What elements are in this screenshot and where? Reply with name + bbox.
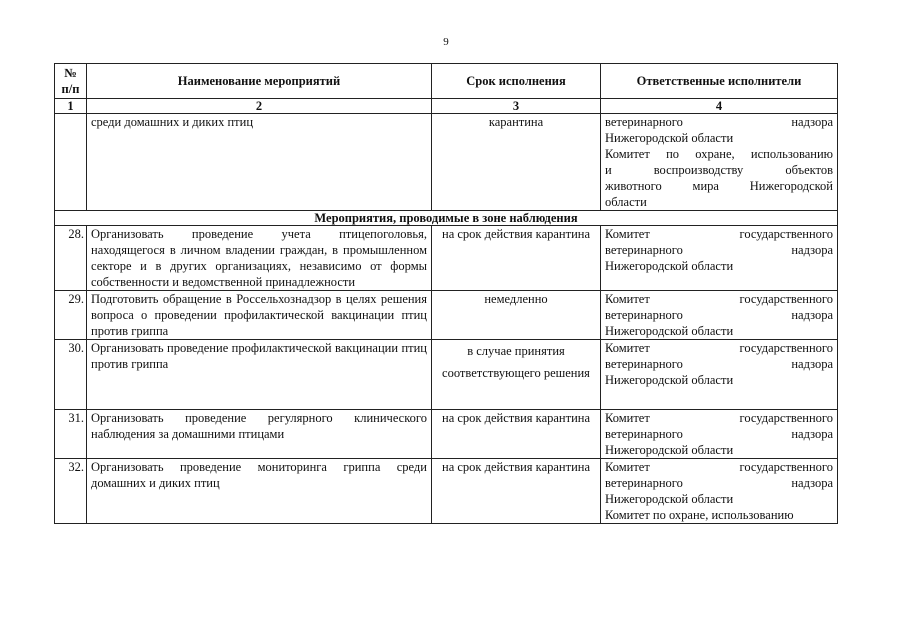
- measure-deadline: карантина: [432, 114, 601, 211]
- measures-table: [54, 63, 838, 524]
- responsible-line: животного мира Нижегородской: [605, 179, 833, 193]
- responsible-line: ветеринарного надзора: [605, 427, 833, 441]
- column-number: 2: [87, 99, 432, 114]
- responsible-line: Комитет государственного: [605, 341, 833, 355]
- measure-deadline: в случае принятия соответствующего решения: [432, 340, 601, 410]
- responsible-line: Комитет по охране, использованию: [605, 508, 794, 522]
- measure-deadline: на срок действия карантина: [432, 410, 601, 459]
- responsible-line: Комитет государственного: [605, 411, 833, 425]
- measure-responsible: [601, 459, 838, 524]
- header-responsible: Ответственные исполнители: [601, 64, 838, 99]
- responsible-line: Комитет государственного: [605, 292, 833, 306]
- responsible-line: Нижегородской области: [605, 259, 734, 273]
- responsible-line: ветеринарного надзора: [605, 115, 833, 129]
- row-number: 30.: [55, 340, 87, 410]
- measure-deadline: на срок действия карантина: [432, 459, 601, 524]
- responsible-line: Комитет государственного: [605, 227, 833, 241]
- measure-responsible: [601, 291, 838, 340]
- column-number: 3: [432, 99, 601, 114]
- responsible-line: ветеринарного надзора: [605, 357, 833, 371]
- responsible-line: области: [605, 195, 647, 209]
- table-header-row: [55, 64, 838, 99]
- measure-deadline: немедленно: [432, 291, 601, 340]
- section-title: Мероприятия, проводимые в зоне наблюдения: [55, 211, 838, 226]
- responsible-line: и воспроизводству объектов: [605, 163, 833, 177]
- table-row: [55, 226, 838, 291]
- responsible-line: Нижегородской области: [605, 373, 734, 387]
- measure-deadline: на срок действия карантина: [432, 226, 601, 291]
- table-row-continuation: [55, 114, 838, 211]
- table-row: [55, 291, 838, 340]
- responsible-line: Нижегородской области: [605, 324, 734, 338]
- page-number: 9: [443, 36, 449, 48]
- measure-responsible: [601, 410, 838, 459]
- responsible-line: ветеринарного надзора: [605, 308, 833, 322]
- header-deadline: Срок исполнения: [432, 64, 601, 99]
- row-number: 31.: [55, 410, 87, 459]
- section-row: [55, 211, 838, 226]
- table-row: [55, 340, 838, 410]
- measure-name: среди домашних и диких птиц: [87, 114, 432, 211]
- measure-responsible: [601, 114, 838, 211]
- measure-responsible: [601, 340, 838, 410]
- row-number: 32.: [55, 459, 87, 524]
- measure-name: Организовать проведение регулярного клинического наблюдения за домашними птицами: [87, 410, 432, 459]
- responsible-line: Комитет государственного: [605, 460, 833, 474]
- row-number: 28.: [55, 226, 87, 291]
- responsible-line: ветеринарного надзора: [605, 243, 833, 257]
- header-name: Наименование мероприятий: [87, 64, 432, 99]
- measure-name: Организовать проведение профилактической вакцинации птиц против гриппа: [87, 340, 432, 410]
- measure-name: Подготовить обращение в Россельхознадзор в целях решения вопроса о проведении профилактической вакцинации птиц против гриппа: [87, 291, 432, 340]
- responsible-line: Комитет по охране, использованию: [605, 147, 833, 161]
- responsible-line: Нижегородской области: [605, 443, 734, 457]
- table-row: [55, 410, 838, 459]
- measure-responsible: [601, 226, 838, 291]
- responsible-line: ветеринарного надзора: [605, 476, 833, 490]
- measure-name: Организовать проведение мониторинга гриппа среди домашних и диких птиц: [87, 459, 432, 524]
- table-row: [55, 459, 838, 524]
- header-num: № п/п: [55, 64, 87, 99]
- column-number: 1: [55, 99, 87, 114]
- row-number: 29.: [55, 291, 87, 340]
- column-number: 4: [601, 99, 838, 114]
- responsible-line: Нижегородской области: [605, 131, 734, 145]
- responsible-line: Нижегородской области: [605, 492, 734, 506]
- measure-name: Организовать проведение учета птицепоголовья, находящегося в личном владении граждан, в промышленном секторе и в других организациях, независимо от формы собственности и ведомственной принадлежности: [87, 226, 432, 291]
- column-numbers-row: [55, 99, 838, 114]
